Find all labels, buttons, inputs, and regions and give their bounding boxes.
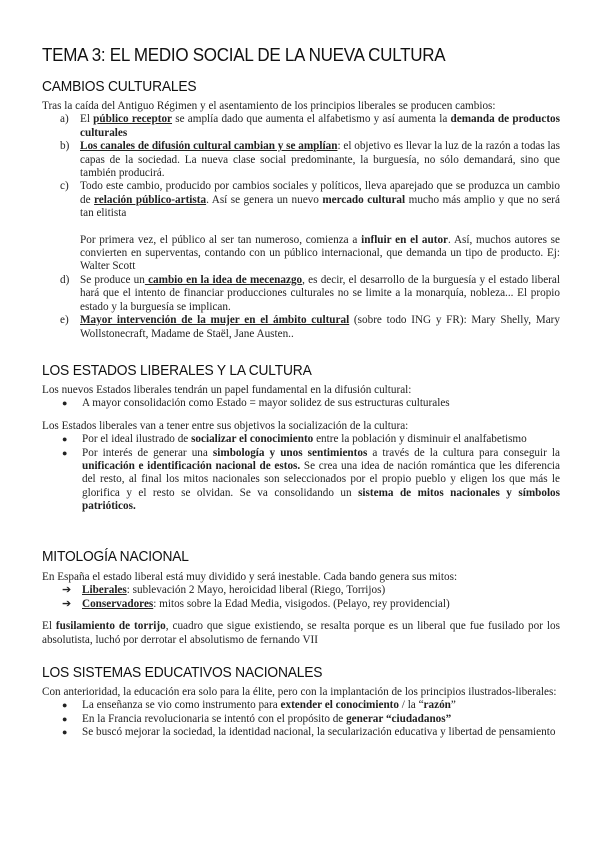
bullet-item bbox=[42, 699, 560, 712]
list-item-c-continued bbox=[42, 234, 560, 274]
paragraph-intro: Tras la caída del Antiguo Régimen y el asentamiento de los principios liberales se producen cambios: bbox=[42, 100, 496, 112]
emphasis: simbología y unos sentimientos bbox=[212, 446, 368, 459]
text: En la Francia revolucionaria se intentó con el propósito de bbox=[82, 712, 347, 725]
text: / la “ bbox=[399, 699, 424, 712]
bullet-icon: ● bbox=[62, 398, 68, 409]
heading-sistemas-educativos: LOS SISTEMAS EDUCATIVOS NACIONALES bbox=[42, 664, 323, 681]
arrow-item-liberales bbox=[42, 584, 560, 597]
text: se amplía dado que aumenta el alfabetismo y así aumenta la bbox=[172, 113, 451, 126]
text: , es decir, el desarrollo de la burguesía y el estado liberal hará que el intento de financiar producciones culturales no se limite a la monarquía, nobleza... El propio estado y la burguesía se implican. bbox=[80, 273, 560, 313]
text: (sobre todo ING y FR): Mary Shelly, Mary Wollstonecraft, Madame de Staël, Jane Austen.. bbox=[80, 314, 560, 340]
list-marker: b) bbox=[60, 140, 70, 153]
list-item-b bbox=[42, 140, 560, 180]
text: : el objetivo es llevar la luz de la razón a todas las capas de la sociedad. La nueva clase social predominante, la burguesía, no sólo demandará, sino que también producirá. bbox=[80, 140, 560, 180]
list-marker: d) bbox=[60, 273, 70, 286]
bullet-item bbox=[42, 713, 560, 726]
text: : mitos sobre la Edad Media, visigodos. (Pelayo, rey providencial) bbox=[153, 597, 450, 610]
emphasis: extender el conocimiento bbox=[280, 699, 399, 712]
text: ” bbox=[450, 699, 456, 712]
list-item-c bbox=[42, 180, 560, 220]
text: a través de la cultura para conseguir la bbox=[367, 446, 560, 459]
emphasis: público receptor bbox=[93, 113, 173, 126]
text: Se buscó mejorar la sociedad, la identidad nacional, la secularización educativa y libertad de pensamiento bbox=[82, 726, 556, 739]
text: , cuadro que sigue existiendo, se resalta porque es un liberal que fue fusilado por los absolutista, luchó por derrotar el absolutismo de fernando VII bbox=[42, 620, 560, 646]
emphasis: fusilamiento de torrijo bbox=[55, 620, 166, 633]
text: La enseñanza se vio como instrumento para bbox=[82, 699, 281, 712]
text: Se crea una idea de nación romántica que les diferencia del resto, al final los mitos nacionales son seleccionados por el propio pueblo y eligen los que más le glorifica y el resto se olvidan. Se va consolidando un bbox=[82, 460, 560, 499]
text: Por primera vez, el público al ser tan numeroso, comienza a bbox=[80, 233, 362, 246]
emphasis: relación público-artista bbox=[94, 193, 207, 206]
bullet-item bbox=[42, 433, 560, 446]
text: . Así se genera un nuevo bbox=[206, 193, 323, 206]
text: . Así, muchos autores se convierten en superventas, contando con un público internacional, que demanda un tipo de producto. Ej: Walter Scott bbox=[80, 233, 561, 273]
emphasis: cambio en la idea de mecenazgo bbox=[144, 273, 303, 286]
bullet-icon: ● bbox=[62, 713, 68, 724]
bullet-icon: ● bbox=[62, 434, 68, 445]
paragraph-intro-2: Los Estados liberales van a tener entre sus objetivos la socialización de la cultura: bbox=[42, 419, 409, 432]
emphasis: unificación e identificación nacional de estos. bbox=[82, 460, 301, 473]
text: Todo este cambio, producido por cambios sociales y políticos, lleva aparejado que se produzca un cambio de bbox=[80, 180, 560, 206]
bullet-icon: ● bbox=[62, 447, 68, 458]
paragraph-intro: En España el estado liberal está muy dividido y será inestable. Cada bando genera sus mitos: bbox=[42, 571, 458, 583]
text: mucho más amplio y que no será tan elitista bbox=[80, 193, 560, 220]
page-title: TEMA 3: EL MEDIO SOCIAL DE LA NUEVA CULTURA bbox=[42, 44, 446, 65]
emphasis: socializar el conocimiento bbox=[191, 433, 314, 446]
text: El bbox=[80, 113, 94, 126]
text: : sublevación 2 Mayo, heroicidad liberal (Riego, Torrijos) bbox=[126, 584, 386, 597]
section-estados-liberales bbox=[42, 384, 560, 514]
text: Por interés de generar una bbox=[82, 446, 213, 459]
emphasis: razón bbox=[423, 699, 451, 712]
list-marker: e) bbox=[60, 314, 69, 327]
arrow-item-conservadores bbox=[42, 598, 560, 611]
emphasis: influir en el autor bbox=[361, 233, 449, 246]
bullet-item bbox=[42, 726, 560, 739]
list-item-a bbox=[42, 113, 560, 140]
text: Se produce un bbox=[80, 273, 145, 286]
emphasis: Liberales bbox=[82, 584, 127, 597]
emphasis: Los canales de difusión cultural cambian y se amplían bbox=[80, 140, 338, 153]
paragraph-intro: Con anterioridad, la educación era solo para la élite, pero con la implantación de los principios ilustrados-liberales: bbox=[42, 686, 557, 698]
emphasis: Conservadores bbox=[82, 597, 154, 610]
arrow-icon: ➔ bbox=[62, 584, 72, 597]
bullet-icon: ● bbox=[62, 700, 68, 711]
text: A mayor consolidación como Estado = mayor solidez de sus estructuras culturales bbox=[82, 397, 450, 410]
heading-mitologia-nacional: MITOLOGÍA NACIONAL bbox=[42, 548, 189, 565]
emphasis: demanda de productos culturales bbox=[80, 113, 560, 139]
section-mitologia-nacional bbox=[42, 571, 560, 647]
emphasis: sistema de mitos nacionales y símbolos patrióticos. bbox=[82, 486, 561, 513]
heading-cambios-culturales: CAMBIOS CULTURALES bbox=[42, 78, 197, 95]
text: Por el ideal ilustrado de bbox=[82, 433, 192, 446]
heading-estados-liberales: LOS ESTADOS LIBERALES Y LA CULTURA bbox=[42, 362, 312, 379]
emphasis: mercado cultural bbox=[322, 193, 406, 206]
section-cambios-culturales bbox=[42, 100, 560, 341]
bullet-item bbox=[42, 447, 560, 514]
paragraph-intro: Los nuevos Estados liberales tendrán un papel fundamental en la difusión cultural: bbox=[42, 384, 412, 396]
bullet-icon: ● bbox=[62, 727, 68, 738]
list-marker: c) bbox=[60, 180, 69, 193]
section-sistemas-educativos bbox=[42, 686, 560, 740]
bullet-item bbox=[42, 397, 560, 410]
emphasis: generar “ciudadanos” bbox=[346, 712, 452, 725]
text: entre la población y disminuir el analfabetismo bbox=[313, 433, 527, 446]
emphasis: Mayor intervención de la mujer en el ámbito cultural bbox=[80, 314, 350, 327]
list-item-e bbox=[42, 314, 560, 341]
list-item-d bbox=[42, 274, 560, 314]
arrow-icon: ➔ bbox=[62, 597, 72, 610]
paragraph-torrijo bbox=[42, 620, 560, 647]
text: El bbox=[42, 620, 56, 633]
list-marker: a) bbox=[60, 113, 69, 126]
